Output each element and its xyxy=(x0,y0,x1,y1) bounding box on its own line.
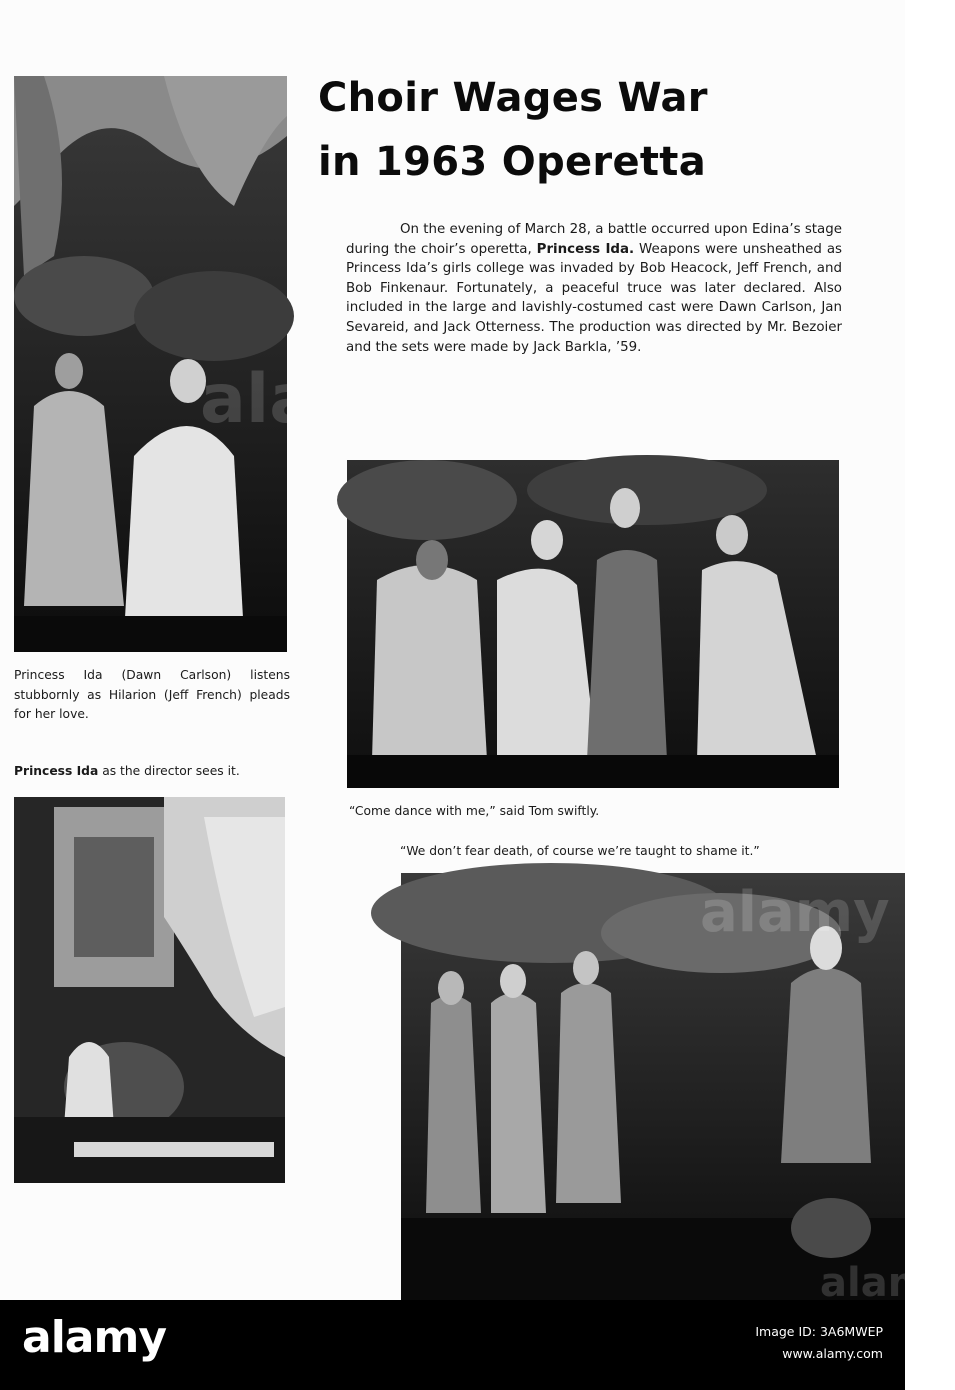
watermark-1: alamy xyxy=(200,360,431,439)
article-title-line-1: Choir Wages War xyxy=(318,75,708,121)
article-body xyxy=(346,220,842,357)
photo-director-view xyxy=(14,797,285,1183)
article-body-part-2: Weapons were unsheathed as Princess Ida’s girls college was invaded by Bob Heacock, Jeff French, and Bob Finkenaur. Fortunately, a peaceful truce was later declared. Also included in the large and lavishly-costumed cast were Dawn Carlson, Jan Sevareid, and Jack Otterness. The production was directed by Mr. Bezoier and the sets were made by Jack Barkla, ’59. xyxy=(346,241,843,355)
image-id-label: Image ID: 3A6MWEP xyxy=(755,1324,883,1339)
article-title xyxy=(318,66,878,194)
caption-photo-2-rest: as the director sees it. xyxy=(98,764,240,778)
photo-knights xyxy=(401,873,905,1300)
photo-come-dance xyxy=(347,460,839,788)
photo-princess-ida-hilarion xyxy=(14,76,287,652)
article-body-show-title: Princess Ida. xyxy=(536,241,635,257)
caption-photo-4: “We don’t fear death, of course we’re taught to shame it.” xyxy=(400,844,760,858)
alamy-logo: alamy xyxy=(22,1312,166,1363)
article-body-part-1: On the evening of March 28, a battle occurred upon Edina’s stage during the choir’s operetta, xyxy=(346,222,842,257)
caption-photo-2 xyxy=(14,762,294,782)
caption-photo-2-bold: Princess Ida xyxy=(14,764,99,778)
caption-photo-3: “Come dance with me,” said Tom swiftly. xyxy=(349,804,600,818)
caption-photo-1: Princess Ida (Dawn Carlson) listens stubbornly as Hilarion (Jeff French) pleads for her love. xyxy=(14,668,290,721)
site-url-label: www.alamy.com xyxy=(782,1346,883,1361)
article-title-line-2: in 1963 Operetta xyxy=(318,139,707,185)
